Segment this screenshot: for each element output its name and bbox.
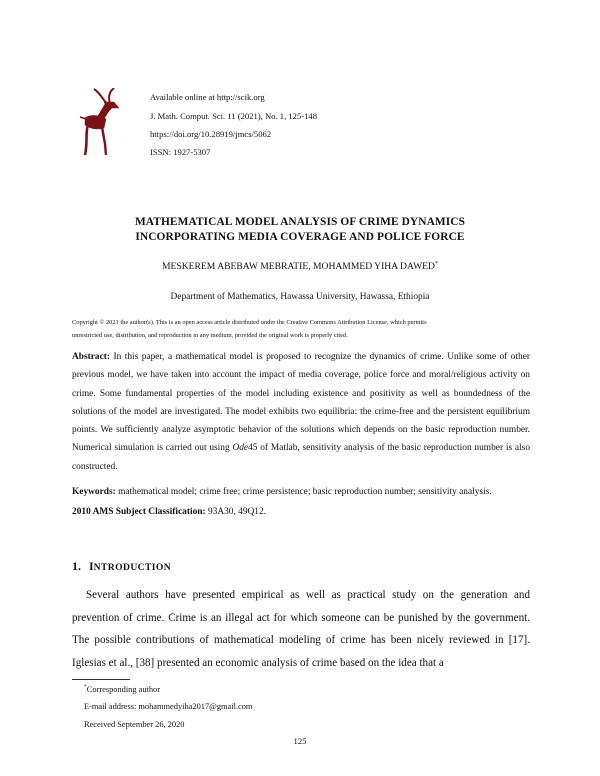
- footnote-mark: *: [84, 684, 87, 690]
- availability-line: Available online at http://scik.org: [150, 92, 265, 102]
- doi-link[interactable]: https://doi.org/10.28919/jmcs/5062: [150, 129, 272, 139]
- footnote-received-date: Received September 26, 2020: [84, 720, 185, 729]
- abstract-label: Abstract:: [72, 352, 111, 362]
- abstract-text-end: 45 of Matlab, sensitivity analysis of the basic reproduction number is also constructed.: [72, 443, 531, 472]
- author-list: [0, 261, 600, 272]
- intro-paragraph: Several authors have presented empirical as well as practical study on the generation and prevention of crime. Crime is an illegal act for which someone can be punished by the government. The possible contributions of mathematical modeling of crime has been nicely reviewed in [17]. Iglesias et al., [38] presented an economic analysis of crime based on the idea that a: [72, 589, 530, 669]
- msc-codes: 93A30, 49Q12.: [205, 507, 267, 517]
- footnote-corresponding: [84, 684, 160, 694]
- corresponding-author-label: Corresponding author: [86, 684, 161, 694]
- author-footnote-mark: *: [434, 261, 438, 267]
- abstract: [72, 348, 530, 476]
- gazelle-logo: [76, 88, 126, 156]
- affiliation: Department of Mathematics, Hawassa University, Hawassa, Ethiopia: [170, 292, 430, 302]
- section-first-letter: I: [89, 559, 94, 573]
- keywords: [72, 487, 530, 497]
- copyright-notice: [72, 316, 527, 342]
- footnote-email: E-mail address: mohammedyiha2017@gmail.com: [84, 702, 253, 711]
- subject-classification: [72, 507, 266, 517]
- section-number: 1.: [72, 559, 81, 573]
- msc-label: 2010 AMS Subject Classification:: [72, 507, 206, 517]
- section-heading-introduction: [72, 559, 171, 574]
- copyright-line-2: unrestricted use, distribution, and reproduction in any medium, provided the original work is properly cited.: [72, 332, 348, 339]
- footnote-divider: [72, 679, 130, 680]
- abstract-italic-term: Ode: [232, 443, 249, 454]
- paper-title-line-1: MATHEMATICAL MODEL ANALYSIS OF CRIME DYNAMICS: [134, 216, 466, 228]
- page-number: 125: [293, 736, 307, 746]
- journal-citation: J. Math. Comput. Sci. 11 (2021), No. 1, 125-148: [150, 111, 318, 121]
- keywords-text: mathematical model; crime free; crime persistence; basic reproduction number; sensitivity analysis.: [115, 487, 492, 497]
- issn-line: ISSN: 1927-5307: [150, 147, 211, 157]
- section-title-rest: NTRODUCTION: [93, 562, 172, 573]
- abstract-text: In this paper, a mathematical model is proposed to recognize the dynamics of crime. Unlike some of other previous model, we have taken into account the impact of media coverage, police force and moral/religious activity on crime. Some fundamental properties of the model including existence and positivity as well as boundedness of the solutions of the model are investigated. The model exhibits two equilibria: the crime-free and the persistent equilibrium points. We sufficiently analyze asymptotic behavior of the solutions which depends on the basic reproduction number. Numerical simulation is carried out using: [72, 352, 530, 454]
- paper-title-line-2: INCORPORATING MEDIA COVERAGE AND POLICE FORCE: [135, 231, 465, 243]
- copyright-line-1: Copyright © 2021 the author(s). This is an open access article distributed under the Creative Commons Attribution License, which permits: [72, 319, 427, 326]
- author-names: MESKEREM ABEBAW MEBRATIE, MOHAMMED YIHA DAWED: [162, 261, 435, 273]
- keywords-label: Keywords:: [72, 487, 116, 497]
